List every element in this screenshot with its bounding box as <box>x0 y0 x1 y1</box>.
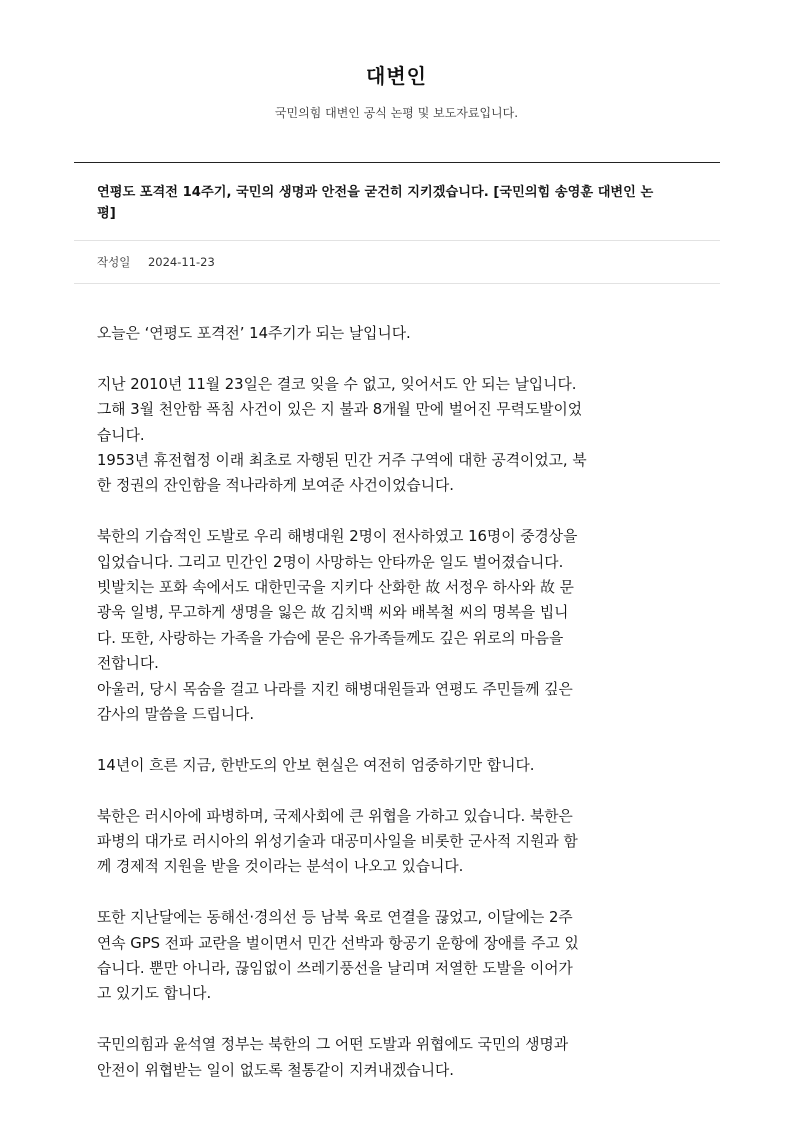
text-line: 고 있기도 합니다. <box>97 985 212 1003</box>
paragraph <box>97 804 699 880</box>
text-line: 또한 지난달에는 동해선·경의선 등 남북 육로 연결을 끊었고, 이달에는 2주 <box>97 909 573 927</box>
text-line: 1953년 휴전협정 이래 최초로 자행된 민간 거주 구역에 대한 공격이었고, 북 <box>97 452 587 470</box>
paragraph <box>97 1032 699 1083</box>
text-line: 습니다. 뿐만 아니라, 끊임없이 쓰레기풍선을 날리며 저열한 도발을 이어가 <box>97 960 573 978</box>
meta-divider <box>74 283 720 284</box>
paragraph <box>97 753 699 778</box>
text-line: 북한은 러시아에 파병하며, 국제사회에 큰 위협을 가하고 있습니다. 북한은 <box>97 807 573 825</box>
text-line: 파병의 대가로 러시아의 위성기술과 대공미사일을 비롯한 군사적 지원과 함 <box>97 833 578 851</box>
site-subtitle: 국민의힘 대변인 공식 논평 및 보도자료입니다. <box>274 106 519 120</box>
text-line: 연속 GPS 전파 교란을 벌이면서 민간 선박과 항공기 운항에 장애를 주고 있 <box>97 934 579 952</box>
site-title: 대변인 <box>366 64 427 88</box>
paragraph <box>97 321 699 346</box>
text-line: 전합니다. <box>97 655 159 673</box>
text-line: 안전이 위협받는 일이 없도록 철통같이 지켜내겠습니다. <box>97 1061 454 1079</box>
post-date: 2024-11-23 <box>147 255 215 269</box>
paragraph <box>97 372 699 499</box>
paragraph <box>97 905 699 1007</box>
text-line: 그해 3월 천안함 폭침 사건이 있은 지 불과 8개월 만에 벌어진 무력도발이었 <box>97 401 583 419</box>
text-line: 국민의힘과 윤석열 정부는 북한의 그 어떤 도발과 위협에도 국민의 생명과 <box>97 1036 569 1054</box>
text-line: 빗발치는 포화 속에서도 대한민국을 지키다 산화한 故 서정우 하사와 故 문 <box>97 579 574 597</box>
date-label: 작성일 <box>97 255 131 269</box>
text-line: 광욱 일병, 무고하게 생명을 잃은 故 김치백 씨와 배복철 씨의 명복을 빕니 <box>97 604 569 622</box>
text-line: 입었습니다. 그리고 민간인 2명이 사망하는 안타까운 일도 벌어졌습니다. <box>97 553 564 571</box>
text-line: 께 경제적 지원을 받을 것이라는 분석이 나오고 있습니다. <box>97 858 464 876</box>
text-line: 다. 또한, 사랑하는 가족을 가슴에 묻은 유가족들께도 깊은 위로의 마음을 <box>97 629 564 647</box>
article-body <box>97 321 699 1108</box>
text-line: 아울러, 당시 목숨을 걸고 나라를 지킨 해병대원들과 연평도 주민들께 깊은 <box>97 680 573 698</box>
post-title-line: 연평도 포격전 14주기, 국민의 생명과 안전을 굳건히 지키겠습니다. [국민의힘 송영훈 대변인 논 <box>97 185 654 200</box>
text-line: 오늘은 ‘연평도 포격전’ 14주기가 되는 날입니다. <box>97 325 411 342</box>
title-divider <box>74 240 720 241</box>
text-line: 북한의 기습적인 도발로 우리 해병대원 2명이 전사하였고 16명이 중경상을 <box>97 528 578 546</box>
text-line: 한 정권의 잔인함을 적나라하게 보여준 사건이었습니다. <box>97 477 454 495</box>
text-line: 14년이 흐른 지금, 한반도의 안보 현실은 여전히 엄중하기만 합니다. <box>97 756 535 774</box>
text-line: 감사의 말씀을 드립니다. <box>97 706 255 724</box>
post-title <box>97 182 699 224</box>
post-title-line: 평] <box>97 206 116 221</box>
text-line: 습니다. <box>97 426 145 444</box>
header-divider <box>74 162 720 163</box>
post-meta <box>97 254 215 270</box>
paragraph <box>97 524 699 727</box>
text-line: 지난 2010년 11월 23일은 결코 잊을 수 없고, 잊어서도 안 되는 날입니다. <box>97 375 577 393</box>
